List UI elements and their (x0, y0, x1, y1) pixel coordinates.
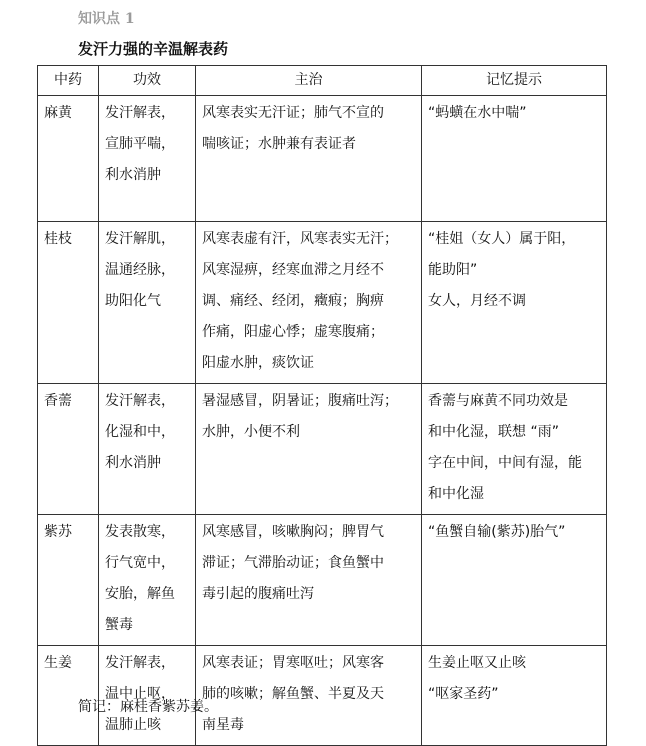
efficacy-cell (99, 515, 196, 646)
efficacy-cell (99, 384, 196, 515)
efficacy-text: 发汗解肌， 温通经脉， 助阳化气 (105, 231, 175, 309)
mnemonic-text: “桂姐（女人）属于阳， 能助阳” 女人，月经不调 (428, 231, 576, 309)
indications-cell (196, 515, 422, 646)
column-header-herb: 中药 (38, 66, 99, 96)
herb-name: 生姜 (44, 655, 72, 671)
mnemonic-text: “蚂蟥在水中喘” (428, 105, 527, 121)
herb-name-cell (38, 384, 99, 515)
indications-text: 风寒表虚有汗，风寒表实无汗； 风寒湿痹，经寒血滞之月经不 调、痛经、经闭，癥瘕；胸痹 作痛，阳虚心悸；虚寒腹痛； 阳虚水肿，痰饮证 (202, 231, 398, 371)
mnemonic-cell (422, 222, 607, 384)
herb-name-cell (38, 96, 99, 222)
mnemonic-text: 生姜止呕又止咳 “呕家圣药” (428, 655, 526, 702)
mnemonic-text: “鱼蟹自输(紫苏)胎气” (428, 524, 566, 540)
efficacy-cell (99, 222, 196, 384)
indications-text: 风寒表证；胃寒呕吐；风寒客 肺的咳嗽；解鱼蟹、半夏及天 南星毒 (202, 655, 384, 733)
herb-name: 紫苏 (44, 524, 72, 540)
column-header-efficacy: 功效 (99, 66, 196, 96)
mnemonic-text: 香薷与麻黄不同功效是 和中化湿，联想 “雨” 字在中间，中间有湿，能 和中化湿 (428, 393, 582, 502)
herb-name: 麻黄 (44, 105, 72, 121)
herb-table (37, 65, 607, 746)
indications-text: 风寒感冒，咳嗽胸闷；脾胃气 滞证；气滞胎动证；食鱼蟹中 毒引起的腹痛吐泻 (202, 524, 384, 602)
section-title: 发汗力强的辛温解表药 (78, 40, 229, 58)
efficacy-text: 发汗解表， 温中止呕， 温肺止咳 (105, 655, 175, 733)
herb-name-cell (38, 222, 99, 384)
table-row (38, 515, 607, 646)
efficacy-cell (99, 96, 196, 222)
herb-name: 香薷 (44, 393, 72, 409)
herb-name-cell (38, 515, 99, 646)
indications-cell (196, 222, 422, 384)
efficacy-text: 发汗解表， 化湿和中， 利水消肿 (105, 393, 175, 471)
indications-text: 风寒表实无汗证；肺气不宣的 喘咳证；水肿兼有表证者 (202, 105, 384, 152)
indications-text: 暑湿感冒，阴暑证；腹痛吐泻； 水肿，小便不利 (202, 393, 398, 440)
mnemonic-cell (422, 515, 607, 646)
indications-cell (196, 96, 422, 222)
column-header-indications: 主治 (196, 66, 422, 96)
table-row (38, 222, 607, 384)
table-row (38, 384, 607, 515)
indications-cell (196, 384, 422, 515)
column-header-mnemonic: 记忆提示 (422, 66, 607, 96)
section-label: 知识点 1 (78, 11, 135, 27)
table-row (38, 96, 607, 222)
efficacy-text: 发表散寒， 行气宽中， 安胎，解鱼 蟹毒 (105, 524, 175, 633)
efficacy-text: 发汗解表， 宣肺平喘， 利水消肿 (105, 105, 175, 183)
herb-name: 桂枝 (44, 231, 72, 247)
mnemonic-cell (422, 96, 607, 222)
footer-note: 简记：麻桂香紫苏姜。 (78, 699, 218, 715)
table-header-row (38, 66, 607, 96)
mnemonic-cell (422, 384, 607, 515)
